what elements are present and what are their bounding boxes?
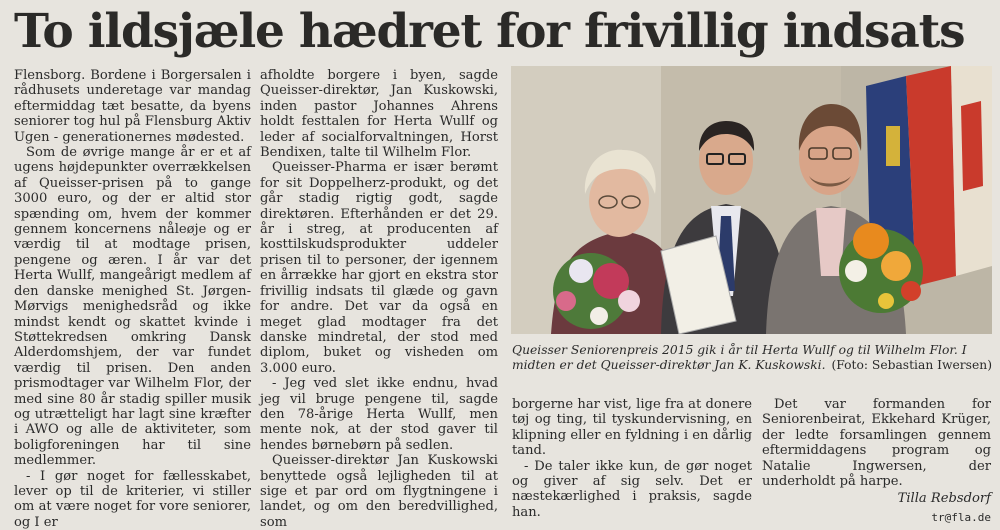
photo-credit: (Foto: Sebastian Iwersen) [831,358,992,372]
article-column-3 [512,397,752,519]
headline: To ildsjæle hædret for frivillig indsats [14,4,965,59]
author-email: tr@fla.de [931,510,991,524]
paragraph: Det var formanden for Seniorenbeirat, Ekkehard Krüger, der ledte forsamlingen gennem eftermiddagens program og Natalie Ingwersen, der underholdt på harpe. [762,397,991,490]
paragraph: Flensborg. Bordene i Borgersalen i rådhusets underetage var mandag eftermiddag tæt besatte, da byens seniorer tog hul på Flensburg Aktiv Ugen - generationernes mødested. [14,68,251,145]
article-column-1 [14,68,251,530]
paragraph: Queisser-Pharma er især berømt for sit Doppelherz-produkt, og det går stadig rigtig godt, sagde direktøren. Efterhånden er det 29. år i streg, at producenten af kosttilskudsprodukter uddeler prisen til to personer, der igennem en årrække har gjort en ekstra stor frivillig indsats til glæde og gavn for andre. Det var da også en meget glad modtager fra det danske mindretal, der stod med diplom, buket og visheden om 3.000 euro. [260,160,498,376]
photo-caption [512,343,992,385]
paragraph: Queisser-direktør Jan Kuskowski benyttede også lejligheden til at sige et par ord om flygtningene i landet, og om den beredvillighed, som [260,453,498,530]
paragraph: Som de øvrige mange år er et af ugens højdepunkter overrækkelsen af Queisser-prisen på to gange 3000 euro, og der er altid stor spænding om, hvem der kommer gennem koncernens nåleøje og er værdig til at modtage prisen, pengene og æren. I år var det Herta Wullf, mangeårigt medlem af den danske menighed St. Jørgen-Mørvigs menighedsråd og ikke mindst kendt og skattet kvinde i Støttekredsen omkring Dansk Alderdomshjem, der var fundet værdig til prisen. Den anden prismodtager var Wilhelm Flor, der med sine 80 år stadig spiller musik og utrætteligt har lagt sine kræfter i AWO og alle de aktiviteter, som boligforeningen har til sine medlemmer. [14,145,251,469]
article-column-2 [260,68,498,530]
paragraph: - De taler ikke kun, de gør noget og giver af sig selv. Det er næstekærlighed i praksis, sagde han. [512,458,752,520]
author-byline: Tilla Rebsdorf [897,491,991,507]
paragraph: borgerne har vist, lige fra at donere tøj og ting, til tyskundervisning, en klipning eller en fyldning i en dårlig tand. [512,397,752,459]
article-column-4 [762,397,991,524]
article-photo [511,66,992,334]
paragraph: - I gør noget for fællesskabet, lever op til de kriterier, vi stiller om at være noget for vore seniorer, og I er [14,468,251,530]
caption-text: Queisser Seniorenpreis 2015 gik i år til Herta Wullf og til Wilhelm Flor. I midten er det Queisser-direktør Jan K. Kuskowski. [512,343,967,372]
paragraph: afholdte borgere i byen, sagde Queisser-direktør, Jan Kuskowski, inden pastor Johannes Ahrens holdt festtalen for Herta Wullf og leder af socialforvaltningen, Horst Bendixen, talte til Wilhelm Flor. [260,68,498,161]
paragraph: - Jeg ved slet ikke endnu, hvad jeg vil bruge pengene til, sagde den 78-årige Herta Wullf, men mente nok, at der stod gaver til hendes børnebørn på sedlen. [260,376,498,453]
